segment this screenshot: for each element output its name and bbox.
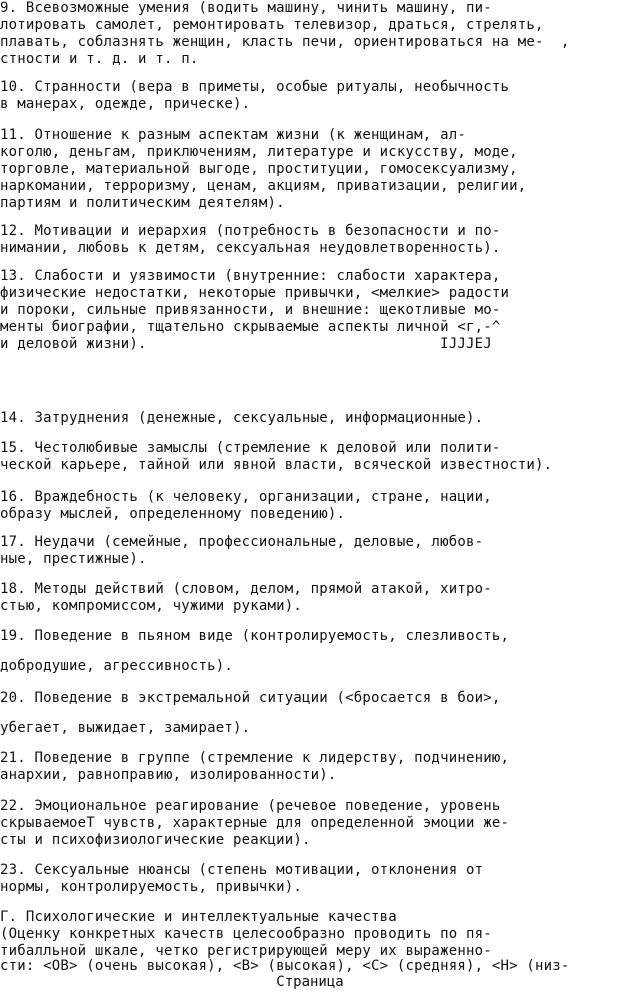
text-line: 10. Странности (вера в приметы, особые ритуалы, необычность (0, 79, 510, 95)
text-line: 16. Враждебность (к человеку, организации, стране, нации, (0, 489, 492, 505)
text-line: нормы, контролируемость, привычки). (0, 879, 303, 895)
text-line: 22. Эмоциональное реагирование (речевое поведение, уровень (0, 798, 501, 814)
text-line: тибалльной шкале, четко регистрирующей меру их выраженно- (0, 943, 492, 959)
text-line: 11. Отношение к разным аспектам жизни (к женщинам, ал- (0, 127, 466, 143)
text-line: плавать, соблазнять женщин, класть печи, ориентироваться на ме- , (0, 34, 570, 50)
text-line: образу мыслей, определенному поведению). (0, 506, 346, 522)
text-line: и пороки, сильные привязанности, и внешние: щекотливые мо- (0, 302, 501, 318)
text-line: менты биографии, тщательно скрываемые аспекты личной <г,-^ (0, 319, 501, 335)
section-heading: Г. Психологические и интеллектуальные качества (0, 909, 397, 925)
text-line: партиям и политическим деятелям). (0, 195, 285, 211)
text-line: 23. Сексуальные нюансы (степень мотивации, отклонения от (0, 862, 484, 878)
text-line: ные, престижные). (0, 551, 147, 567)
text-line: добродушие, агрессивность). (0, 658, 233, 674)
text-line: ческой карьере, тайной или явной власти, всяческой известности). (0, 457, 553, 473)
text-line: скрываемоеТ чувств, характерные для определенной эмоции же- (0, 815, 510, 831)
text-line: коголю, деньгам, приключениям, литературе и искусству, моде, (0, 144, 518, 160)
text-line: 14. Затруднения (денежные, сексуальные, информационные). (0, 410, 484, 426)
text-line: анархии, равноправию, изолированности). (0, 767, 337, 783)
text-line: 12. Мотивации и иерархия (потребность в безопасности и по- (0, 223, 501, 239)
text-line: сты и психофизиологические реакции). (0, 832, 311, 848)
text-line: убегает, выжидает, замирает). (0, 720, 251, 736)
page-footer: Страница (276, 974, 344, 990)
text-line: 19. Поведение в пьяном виде (контролируемость, слезливость, (0, 628, 510, 644)
text-line: 15. Честолюбивые замыслы (стремление к деловой или полити- (0, 440, 501, 456)
text-line: торговле, материальной выгоде, проституции, гомосексуализму, (0, 161, 518, 177)
text-line: стности и т. д. и т. п. (0, 51, 199, 67)
text-line: 21. Поведение в группе (стремление к лидерству, подчинению, (0, 750, 510, 766)
text-line: лотировать самолет, ремонтировать телевизор, драться, стрелять, (0, 17, 544, 33)
text-line: и деловой жизни). IJJJEJ (0, 336, 492, 352)
text-line: 13. Слабости и уязвимости (внутренние: слабости характера, (0, 268, 501, 284)
text-line: наркомании, терроризму, ценам, акциям, приватизации, религии, (0, 178, 527, 194)
text-line: в манерах, одежде, прическе). (0, 96, 251, 112)
text-line: 18. Методы действий (словом, делом, прямой атакой, хитро- (0, 581, 492, 597)
text-line: (Оценку конкретных качеств целесообразно проводить по пя- (0, 926, 492, 942)
text-line: сти: <ОВ> (очень высокая), <В> (высокая), <С> (средняя), <Н> (низ- (0, 958, 570, 974)
text-line: 17. Неудачи (семейные, профессиональные, деловые, любов- (0, 534, 484, 550)
text-line: физические недостатки, некоторые привычки, <мелкие> радости (0, 285, 510, 301)
text-line: 9. Всевозможные умения (водить машину, чинить машину, пи- (0, 0, 492, 16)
text-line: нимании, любовь к детям, сексуальная неудовлетворенность). (0, 240, 501, 256)
text-line: стью, компромиссом, чужими руками). (0, 598, 303, 614)
text-line: 20. Поведение в экстремальной ситуации (<бросается в бои>, (0, 690, 501, 706)
